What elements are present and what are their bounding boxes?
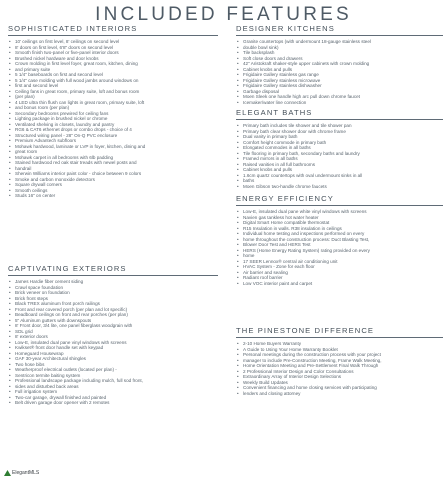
feature-item: • Belt driven garage door opener with 2 remotes xyxy=(8,400,218,406)
feature-item: • home xyxy=(236,253,443,259)
feature-item: • Secondary bedrooms prewired for ceiling fans xyxy=(8,111,218,117)
section-designer-kitchens xyxy=(236,24,443,105)
section-energy-efficiency xyxy=(236,194,443,286)
feature-item: • Full irrigation system xyxy=(8,389,218,395)
feature-item: • 8' Front door, 3/4 lite, one panel fiberglass woodgrain with xyxy=(8,323,218,329)
feature-item: • Mohawk hardwood, laminate or LVP in foyer, kitchen, dining and xyxy=(8,144,218,150)
feature-item: • Raised vanities in all full bathrooms xyxy=(236,162,443,168)
feature-item: • Frigidaire Gallery stainless microwave xyxy=(236,78,443,84)
section-title: DESIGNER KITCHENS xyxy=(236,24,335,33)
feature-item: • Comfort height commode in primary bath xyxy=(236,140,443,146)
feature-item: • Cabinet knobs and pulls xyxy=(236,167,443,173)
section-elegant-baths xyxy=(236,108,443,189)
section-title: SOPHISTICATED INTERIORS xyxy=(8,24,138,33)
feature-item: • and primary suite xyxy=(8,67,218,73)
section-divider xyxy=(236,119,443,120)
feature-item: • Convenient financing and home closing services with participating xyxy=(236,385,443,391)
feature-item: • 42" Aristokraft shaker-style upper cabinets with crown molding xyxy=(236,61,443,67)
feature-item: • 4 LED ultra thin flush can lights in great room, primary suite, loft xyxy=(8,100,218,106)
feature-item: • sides and disturbed back areas xyxy=(8,384,218,390)
feature-list xyxy=(236,209,443,286)
feature-item: • HVAC System - Zone for each floor xyxy=(236,264,443,270)
mls-watermark xyxy=(4,470,39,476)
feature-item: • HERS (Home Energy Rating System) rating provided on every xyxy=(236,248,443,254)
feature-item: • Lighting package in brushed nickel or chrome xyxy=(8,116,218,122)
feature-item: • Elongated commodes in all baths xyxy=(236,145,443,151)
feature-item: • Extraordinary Array of Interior Design Selections xyxy=(236,374,443,380)
section-divider xyxy=(236,205,443,206)
feature-item: • Low-E, insulated dual pane vinyl windows with screens xyxy=(8,340,218,346)
section-divider xyxy=(236,35,443,36)
mls-logo-icon xyxy=(4,470,11,476)
feature-item: • lenders and closing attorney xyxy=(236,391,443,397)
section-title: ENERGY EFFICIENCY xyxy=(236,194,334,203)
section-captivating-exteriors xyxy=(8,264,218,406)
feature-item: • Premium Advantech subfloors xyxy=(8,138,218,144)
feature-item: • Kwikset® front door handle set with keypad xyxy=(8,345,218,351)
feature-item: • Smooth finish two-panel or five-panel interior doors xyxy=(8,50,218,56)
feature-item: • home throughout the construction process: Duct Blasting Test, xyxy=(236,237,443,243)
feature-item: • Granite countertops (with undermount 18-gauge stainless steel xyxy=(236,39,443,45)
section-divider xyxy=(8,35,218,36)
feature-item: • Blower Door Test and HERS Test xyxy=(236,242,443,248)
feature-item: • Mohawk carpet in all bedrooms with 6lb padding xyxy=(8,155,218,161)
feature-item: • Brushed nickel hardware and door knobs xyxy=(8,56,218,62)
feature-item: • Individual home testing and inspections performed on every xyxy=(236,231,443,237)
feature-item: • Stained hardwood red oak stair treads with newel posts and xyxy=(8,160,218,166)
feature-item: • 2-10 Home Buyers Warranty xyxy=(236,341,443,347)
feature-item: • (per plan) xyxy=(8,94,218,100)
feature-item: • Structured wiring panel - 28" On-Q PVC enclosure xyxy=(8,133,218,139)
feature-item: • Smoke and carbon monoxide detectors xyxy=(8,177,218,183)
feature-item: • Tile backsplash xyxy=(236,50,443,56)
feature-item: • Smooth ceilings xyxy=(8,188,218,194)
feature-item: • 10' ceilings on first level, 8' ceilings on second level xyxy=(8,39,218,45)
feature-item: • 2 Professional Interior Design and Color Consultations xyxy=(236,369,443,375)
feature-item: • GAF 30-year Architectural shingles xyxy=(8,356,218,362)
feature-item: • Two hose bibs xyxy=(8,362,218,368)
feature-item: • James Hardie fiber cement siding xyxy=(8,279,218,285)
feature-item: • great room xyxy=(8,149,218,155)
feature-item: • Soft close doors and drawers xyxy=(236,56,443,62)
feature-item: • Framed mirrors in all baths xyxy=(236,156,443,162)
feature-item: • Ceiling fans in great room, primary suite, loft and bonus room xyxy=(8,89,218,95)
feature-item: • RG6 & CAT6 ethernet drops or combo drops - choice of 4 xyxy=(8,127,218,133)
feature-item: • A Guide to Using Your Home Warranty Booklet xyxy=(236,347,443,353)
section-title: ELEGANT BATHS xyxy=(236,108,313,117)
section-sophisticated-interiors xyxy=(8,24,218,199)
feature-item: • Icemaker/water line connection xyxy=(236,100,443,106)
feature-item: • Ventilated shelving in closets, laundry and pantry xyxy=(8,122,218,128)
feature-item: • Sentricon termite baiting system xyxy=(8,373,218,379)
feature-item: • Primary bath includes tile shower and tile shower pan xyxy=(236,123,443,129)
feature-item: • Air barrier and sealing xyxy=(236,270,443,276)
feature-item: • Brick front steps xyxy=(8,296,218,302)
feature-item: • Cabinet knobs and pulls xyxy=(236,67,443,73)
feature-item: • Sherwin Williams interior paint color - choice between 9 colors xyxy=(8,171,218,177)
section-title: CAPTIVATING EXTERIORS xyxy=(8,264,127,273)
feature-item: • double bowl sink) xyxy=(236,45,443,51)
feature-item: • R15 Insulation in walls. R38 insulation in ceilings xyxy=(236,226,443,232)
feature-item: • Navien gas tankless hot water heater xyxy=(236,215,443,221)
feature-item: • Weatherproof electrical outlets (located per plan) - xyxy=(8,367,218,373)
feature-item: • SDL grid xyxy=(8,329,218,335)
feature-item: • 5 1/4" case molding with full wood jambs around windows on xyxy=(8,78,218,84)
feature-item: • 5" Aluminum gutters with downspouts xyxy=(8,318,218,324)
feature-item: • Moen Gibson two-handle chrome faucets xyxy=(236,184,443,190)
feature-item: • Beadboard ceilings on front and rear porches (per plan) xyxy=(8,312,218,318)
feature-item: • Square drywall corners xyxy=(8,182,218,188)
feature-item: • Tile flooring in primary bath, secondary baths and laundry xyxy=(236,151,443,157)
feature-item: • Garbage disposal xyxy=(236,89,443,95)
mls-watermark-text: ElegantMLS xyxy=(12,470,40,476)
feature-item: • Brick veneer on foundation xyxy=(8,290,218,296)
feature-list xyxy=(8,279,218,406)
feature-item: • 5 1/4" baseboards on first and second level xyxy=(8,72,218,78)
section-divider xyxy=(8,275,218,276)
feature-item: • Weekly Build Updates xyxy=(236,380,443,386)
feature-item: • Frigidaire Gallery stainless gas range xyxy=(236,72,443,78)
feature-list xyxy=(8,39,218,199)
section-title: THE PINESTONE DIFFERENCE xyxy=(236,326,375,335)
feature-item: • Black TREX aluminum front porch railings xyxy=(8,301,218,307)
feature-list xyxy=(236,341,443,396)
section-pinestone-difference xyxy=(236,326,443,396)
feature-item: • Primary bath clear shower door with chrome frame xyxy=(236,129,443,135)
feature-item: • 8' doors on first level, 6'8" doors on second level xyxy=(8,45,218,51)
feature-item: • Crawl space foundation xyxy=(8,285,218,291)
feature-item: • Low VOC interior paint and carpet xyxy=(236,281,443,287)
feature-item: • Front and rear covered porch (per plan and lot specific) xyxy=(8,307,218,313)
feature-item: • Personal meetings during the construction process with your project xyxy=(236,352,443,358)
feature-item: • first and second level xyxy=(8,83,218,89)
feature-item: • Digital Smart Home compatible thermostat xyxy=(236,220,443,226)
feature-item: • handrail xyxy=(8,166,218,172)
feature-list xyxy=(236,39,443,105)
feature-item: • 1.6cm quartz countertops with oval undermount sinks in all xyxy=(236,173,443,179)
feature-item: • Dual vanity in primary bath xyxy=(236,134,443,140)
feature-item: • Radiant roof barrier xyxy=(236,275,443,281)
feature-item: • Frigidaire Gallery stainless dishwasher xyxy=(236,83,443,89)
feature-item: • manager to include Pre-Construction Meeting, Frame Walk Meeting, xyxy=(236,358,443,364)
section-divider xyxy=(236,337,443,338)
page-title: INCLUDED FEATURES xyxy=(95,4,352,25)
feature-item: • Moen Sleek one handle high arc pull down chrome faucet xyxy=(236,94,443,100)
feature-item: • Low-E, insulated dual pane white vinyl windows with screens xyxy=(236,209,443,215)
feature-item: • Home Orientation Meeting and Pre-Settlement Final Walk Through xyxy=(236,363,443,369)
mls-logo-shape xyxy=(4,470,11,476)
feature-item: • Studs 16" on center xyxy=(8,193,218,199)
feature-item: • Professional landscape package including mulch, full sod front, xyxy=(8,378,218,384)
feature-item: • and bonus room (per plan) xyxy=(8,105,218,111)
feature-item: • 8' exterior doors xyxy=(8,334,218,340)
feature-item: • baths xyxy=(236,178,443,184)
feature-item: • Crown molding in first level foyer, great room, kitchen, dining xyxy=(8,61,218,67)
feature-item: • Homeguard Housewrap xyxy=(8,351,218,357)
feature-list xyxy=(236,123,443,189)
feature-item: • Two-car garage, drywall finished and painted xyxy=(8,395,218,401)
feature-item: • 17 SEER Lennox® central air conditioning unit xyxy=(236,259,443,265)
